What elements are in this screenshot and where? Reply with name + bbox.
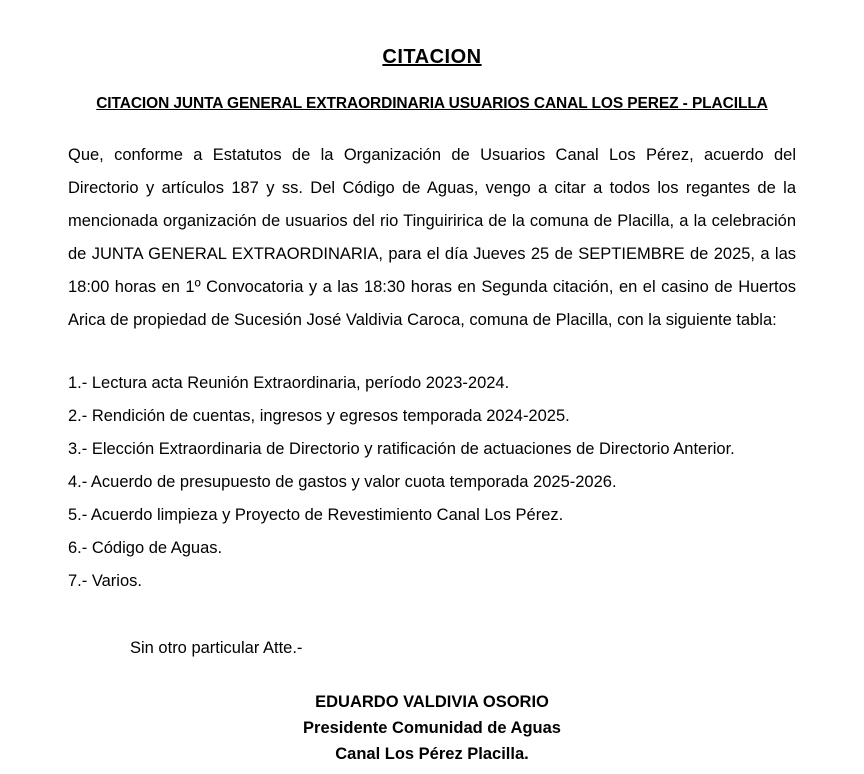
intro-paragraph: Que, conforme a Estatutos de la Organización de Usuarios Canal Los Pérez, acuerdo del Directorio y artículos 187 y ss. Del Código de Aguas, vengo a citar a todos los regantes de la mencionada organización de usuarios del rio Tinguiririca de la comuna de Placilla, a la celebración de JUNTA GENERAL EXTRAORDINARIA, para el día Jueves 25 de SEPTIEMBRE de 2025, a las 18:00 horas en 1º Convocatoria y a las 18:30 horas en Segunda citación, en el casino de Huertos Arica de propiedad de Sucesión José Valdivia Caroca, comuna de Placilla, con la siguiente tabla: bbox=[68, 146, 796, 329]
document-subtitle: CITACION JUNTA GENERAL EXTRAORDINARIA USUARIOS CANAL LOS PEREZ - PLACILLA bbox=[96, 95, 768, 112]
signature-organization: Canal Los Pérez Placilla. bbox=[335, 745, 529, 763]
closing-line: Sin otro particular Atte.- bbox=[130, 639, 303, 657]
list-item: 3.- Elección Extraordinaria de Directorio y ratificación de actuaciones de Directorio Anterior. bbox=[68, 440, 735, 458]
list-item: 7.- Varios. bbox=[68, 572, 142, 590]
list-item: 4.- Acuerdo de presupuesto de gastos y valor cuota temporada 2025-2026. bbox=[68, 473, 617, 491]
list-item: 6.- Código de Aguas. bbox=[68, 539, 223, 557]
signature-name: EDUARDO VALDIVIA OSORIO bbox=[315, 693, 549, 711]
list-item: 1.- Lectura acta Reunión Extraordinaria, período 2023-2024. bbox=[68, 374, 510, 392]
agenda-list bbox=[68, 367, 796, 598]
page-title: CITACION bbox=[382, 46, 482, 68]
signature-role: Presidente Comunidad de Aguas bbox=[303, 719, 561, 737]
list-item: 2.- Rendición de cuentas, ingresos y egresos temporada 2024-2025. bbox=[68, 407, 570, 425]
signature-block bbox=[68, 689, 796, 767]
list-item: 5.- Acuerdo limpieza y Proyecto de Revestimiento Canal Los Pérez. bbox=[68, 506, 564, 524]
